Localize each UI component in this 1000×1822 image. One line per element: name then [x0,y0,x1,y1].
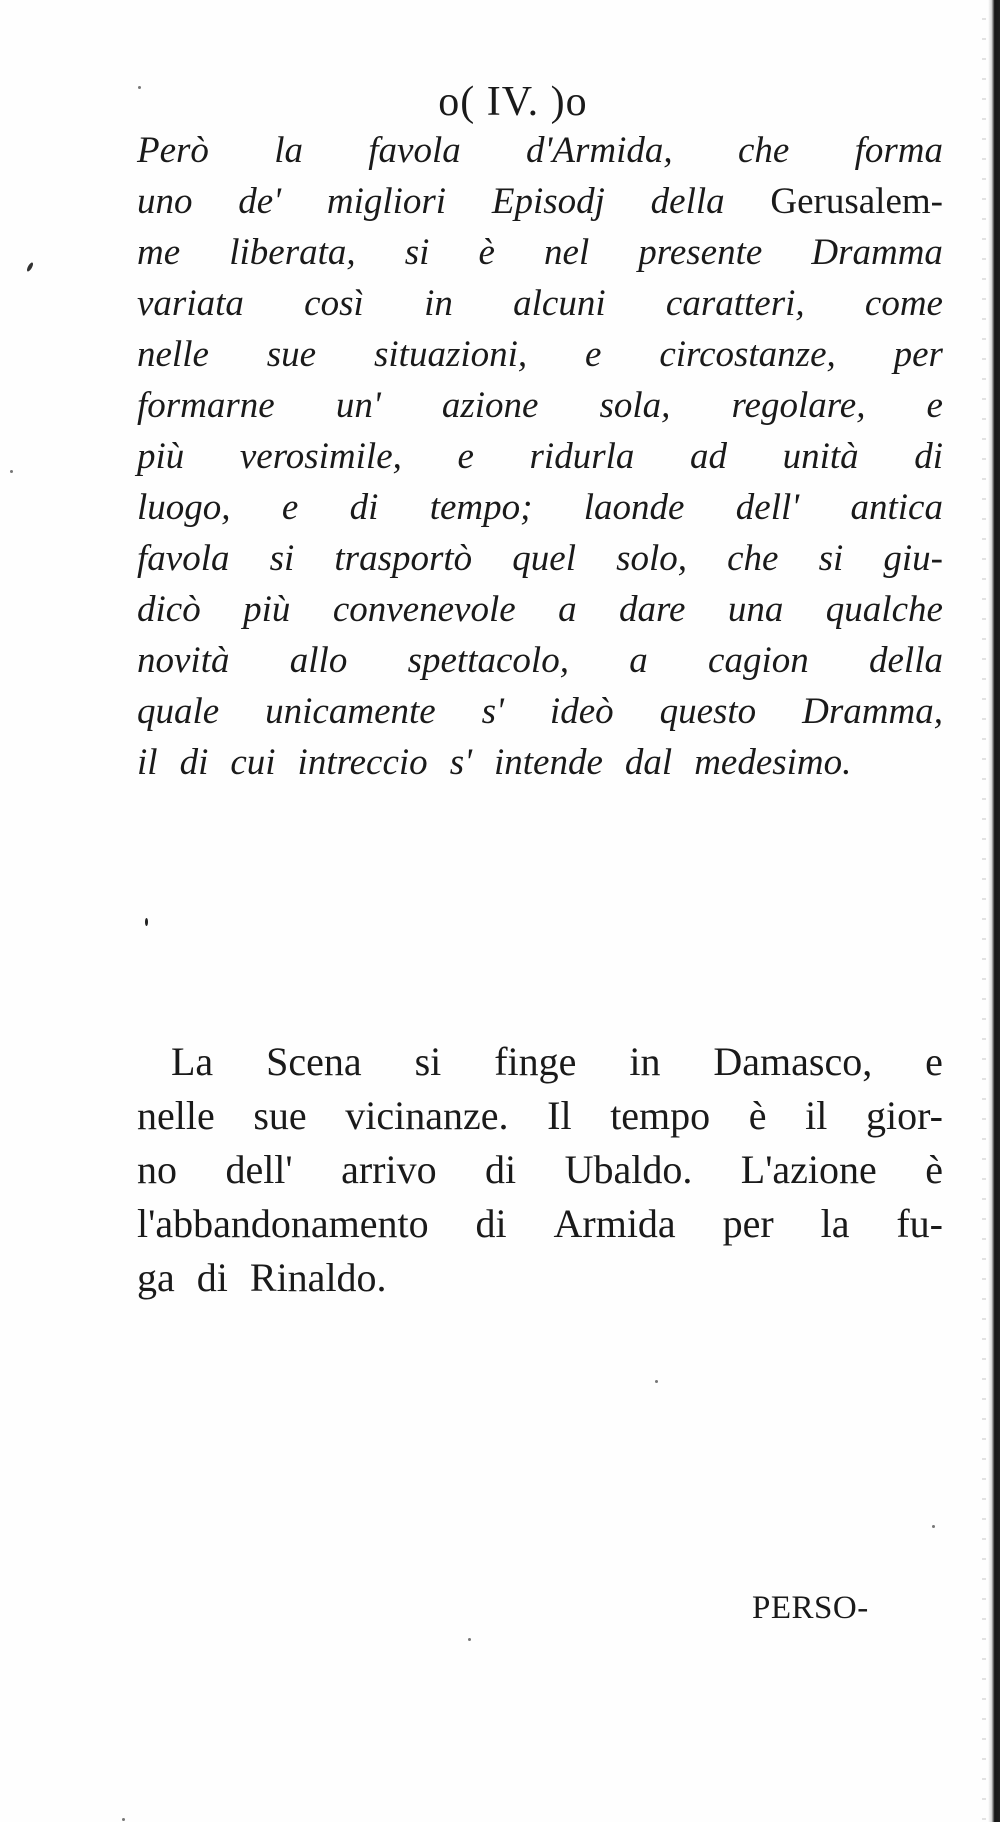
word: spettacolo, [407,640,569,681]
word: dell' [225,1147,293,1192]
word: liberata, [229,232,356,273]
text-line [137,584,943,635]
word: che [727,538,779,579]
text-line [137,329,943,380]
word: gior- [866,1093,943,1138]
text-line [137,1143,943,1197]
word: e [925,1039,943,1084]
word: nelle [137,1093,215,1138]
word: dare [619,589,686,630]
word: de' [238,181,282,222]
scan-speck [138,86,141,89]
word: cui [230,742,276,783]
roman-paragraph [137,1035,943,1305]
word: si [269,538,295,579]
word: per [893,334,943,375]
page-edge-texture [982,0,986,1822]
word: questo [659,691,757,732]
word: verosimile, [239,436,402,477]
word: si [414,1039,442,1084]
word: di [475,1201,507,1246]
word: me [137,232,181,273]
word: tempo; [429,487,533,528]
word: la [274,130,303,171]
word: intende [494,742,603,783]
word: come [864,283,943,324]
word: di [179,742,209,783]
catchword: PERSO- [752,1590,869,1626]
word: finge [494,1039,577,1084]
text-line [137,380,943,431]
word: Gerusalem- [770,181,943,222]
word: in [424,283,453,324]
scan-speck [655,1380,658,1383]
word: così [304,283,364,324]
word: Damasco, [713,1039,873,1084]
word: dell' [735,487,800,528]
word: medesimo. [694,742,852,783]
word: unicamente [265,691,436,732]
word: alcuni [513,283,606,324]
word: di [196,1255,228,1300]
word: migliori [326,181,447,222]
scan-speck [122,1818,125,1821]
word: uno [137,181,193,222]
word: s' [449,742,472,783]
word: di [914,436,943,477]
word: azione [441,385,539,426]
text-line [137,227,943,278]
word: più [243,589,291,630]
word: è [478,232,495,273]
text-line [137,1197,943,1251]
word: tempo [610,1093,711,1138]
word: è [925,1147,943,1192]
word: quale [137,691,220,732]
word: Scena [266,1039,362,1084]
word: Il [547,1093,572,1138]
word: antica [850,487,943,528]
word: sola, [599,385,671,426]
word: intreccio [297,742,428,783]
word: ga [137,1255,175,1300]
word: circostanze, [659,334,836,375]
word: un' [335,385,381,426]
text-line [137,737,943,788]
word: e [926,385,943,426]
word: che [737,130,790,171]
word: favola [368,130,461,171]
word: arrivo [341,1147,437,1192]
word: novità [137,640,230,681]
scan-speck [10,470,13,473]
word: vicinanze. [345,1093,509,1138]
word: qualche [825,589,943,630]
word: luogo, [137,487,231,528]
word: dal [624,742,673,783]
word: si [818,538,844,579]
scan-speck [26,262,34,273]
word: allo [289,640,348,681]
text-line [137,125,943,176]
scan-speck [468,1638,471,1641]
word: a [629,640,648,681]
text-line [137,176,943,227]
page-binding-edge [988,0,1000,1822]
text-line [137,1035,943,1089]
word: nel [544,232,590,273]
word: convenevole [332,589,516,630]
word: cagion [708,640,809,681]
word: Però [137,130,209,171]
word: sue [253,1093,307,1138]
word: Dramma [811,232,943,273]
italic-paragraph [137,125,943,788]
word: sue [266,334,317,375]
word: è [748,1093,767,1138]
word: s' [481,691,504,732]
word: a [558,589,577,630]
word: e [457,436,474,477]
word: formarne [137,385,275,426]
word: di [485,1147,517,1192]
word: favola [137,538,230,579]
word: la [820,1201,850,1246]
word: Armida [553,1201,676,1246]
word: Episodj [491,181,605,222]
word: regolare, [731,385,866,426]
word: più [137,436,185,477]
word: per [722,1201,774,1246]
word: ridurla [529,436,635,477]
word: Rinaldo. [249,1255,387,1300]
word: Dramma, [802,691,943,732]
word: il [805,1093,828,1138]
word: nelle [137,334,209,375]
word: quel [512,538,576,579]
word: in [629,1039,661,1084]
word: ideò [549,691,614,732]
word: no [137,1147,177,1192]
text-line [137,1251,943,1305]
text-line [137,278,943,329]
word: della [650,181,725,222]
word: laonde [583,487,685,528]
text-line [137,431,943,482]
word: solo, [616,538,688,579]
text-line [137,635,943,686]
word: forma [854,130,943,171]
word: variata [137,283,244,324]
text-line [137,1089,943,1143]
word: presente [638,232,763,273]
word: di [349,487,379,528]
word: e [585,334,602,375]
word: unità [782,436,859,477]
word: si [404,232,430,273]
word: giu- [883,538,943,579]
word: trasportò [334,538,473,579]
word: situazioni, [373,334,528,375]
word: e [281,487,299,528]
scan-speck [932,1525,935,1528]
word: caratteri, [665,283,805,324]
word: dicò [137,589,201,630]
word: della [869,640,943,681]
word: una [727,589,784,630]
word: l'abbandonamento [137,1201,429,1246]
word: il [137,742,158,783]
text-line [137,482,943,533]
word: Ubaldo. [564,1147,693,1192]
word: d'Armida, [526,130,673,171]
text-line [137,686,943,737]
page-number: o( IV. )o [438,79,588,125]
word: La [171,1039,214,1084]
word: fu- [896,1201,943,1246]
word: ad [689,436,727,477]
word: L'azione [740,1147,877,1192]
scan-speck [145,918,148,926]
text-line [137,533,943,584]
